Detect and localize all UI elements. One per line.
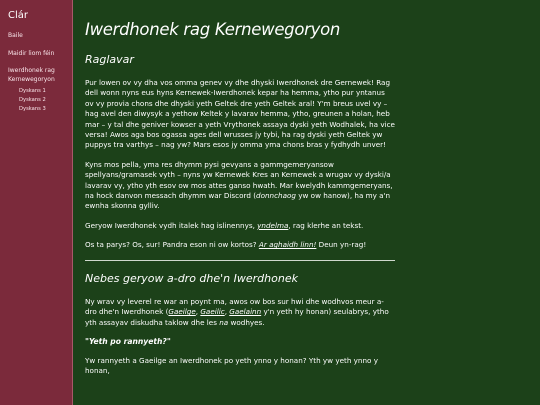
section-heading-about-irish: Nebes geryow a-dro dhe'n Iwerdhonek	[85, 271, 298, 285]
section-introduction	[85, 53, 395, 251]
sidebar-item-about[interactable]: Maidir liom féin	[8, 49, 55, 57]
sidebar-item-home[interactable]: Baile	[8, 32, 23, 39]
gaeilic-link[interactable]: Gaeilic	[200, 307, 225, 317]
section-about-irish	[85, 272, 395, 377]
subheading-language-or-dialect: "Yeth po rannyeth?"	[85, 336, 171, 346]
intro-paragraph-2-end: yw ow hanow), ha my a'n ewnha skonna gylliv.	[85, 191, 391, 211]
sidebar-subitem-lesson-3[interactable]: Dyskans 3	[19, 106, 46, 112]
ar-aghaidh-link[interactable]: Ar aghaidh linn!	[258, 240, 317, 250]
intro-paragraph-4	[85, 240, 395, 250]
gaeilge-link[interactable]: Gaeilge	[168, 307, 196, 317]
section-divider	[85, 260, 395, 261]
intro-paragraph-2	[85, 160, 395, 212]
example-irish-link[interactable]: yndelma	[257, 220, 289, 230]
sidebar-item-irish-course[interactable]: Iwerdhonek rag Kernewegoryon	[8, 67, 55, 83]
intro-paragraph-4-text: Os ta parys? Os, sur! Pandra eson ni ow kortos?	[85, 240, 259, 250]
gaelainn-link[interactable]: Gaelainn	[229, 307, 262, 317]
intro-paragraph-2-text: Kyns mos pella, yma res dhymm pysi gevyans a gammgemeryansow spellyans/gramasek vyth – nyns yw Kernewek Kres an Kernewek a wrugav vy dyski/a lavarav vy, ytho yth esov ow mos attes ganso hwath. Mar kwelydh kammgemeryans, na hock danvon messach dhymm war Discord (	[85, 159, 393, 201]
main-content	[85, 20, 395, 386]
intro-paragraph-4-end: Deun yn-rag!	[316, 240, 367, 250]
sidebar-subitem-lesson-1[interactable]: Dyskans 1	[19, 88, 46, 94]
about-paragraph-1-end: wodhyes.	[228, 317, 265, 327]
intro-paragraph-3	[85, 221, 395, 231]
intro-paragraph-3-end: , rag klerhe an tekst.	[288, 220, 364, 230]
page-title: Iwerdhonek rag Kernewegoryon	[85, 20, 341, 39]
emphasis-na: na	[219, 317, 229, 327]
discord-handle: donnchaog	[256, 191, 296, 201]
about-paragraph-1-text: Ny wrav vy leverel re war an poynt ma, awos ow bos sur hwi dhe wodhvos meur a-dro dhe'n Iwerdhonek (	[85, 296, 384, 317]
about-paragraph-1-mid: y'n yeth hy honan) seulabrys, ytho yth assayav diskudha taklow dhe les	[85, 307, 389, 327]
section-heading-introduction: Raglavar	[85, 53, 134, 66]
about-paragraph-1: Ny wrav vy leverel re war an poynt ma, awos ow bos sur hwi dhe wodhvos meur a-dro dhe'n Iwerdhonek (Gaeilge, Gaeilic, Gaelainn y'n yeth hy honan) seulabrys, ytho yth assayav diskudha taklow dhe les na wodhyes.	[85, 296, 389, 327]
sidebar-brand: Clár	[8, 10, 28, 21]
sidebar	[0, 0, 73, 405]
intro-paragraph-1: Pur lowen ov vy dha vos omma genev vy dhe dhyski Iwerdhonek dre Gernewek! Rag dell wonn nyns eus hyns Kernewek-Iwerdhonek kepar ha hemma, ytho pur yntanus ov vy provia chons dhe dhyski yeth Geltek dre yeth Geltek aral! Y'm breus uvel vy – hag avel den diwysyk a yethow Keltek y lavarav hemma, ytho, greunen a holan, heb mar – y tal dhe geniver kowser a yeth Vrythonek assaya dyski yeth Wodhalek, ha vice versa! Awos aga bos ogassa ages dell wrusses jy tybi, ha rag dyski yeth Geltek yw puppys tra varthys – nag yw? Mars esos jy omma yma chons bras y fydhydh unver!	[85, 78, 395, 150]
intro-paragraph-3-text: Geryow Iwerdhonek vydh italek hag islinennys,	[85, 220, 258, 230]
about-paragraph-2: Yw rannyeth a Gaeilge an Iwerdhonek po yeth ynno y honan? Yth yw yeth ynno y honan,	[85, 355, 378, 376]
sidebar-subitem-lesson-2[interactable]: Dyskans 2	[19, 97, 46, 103]
